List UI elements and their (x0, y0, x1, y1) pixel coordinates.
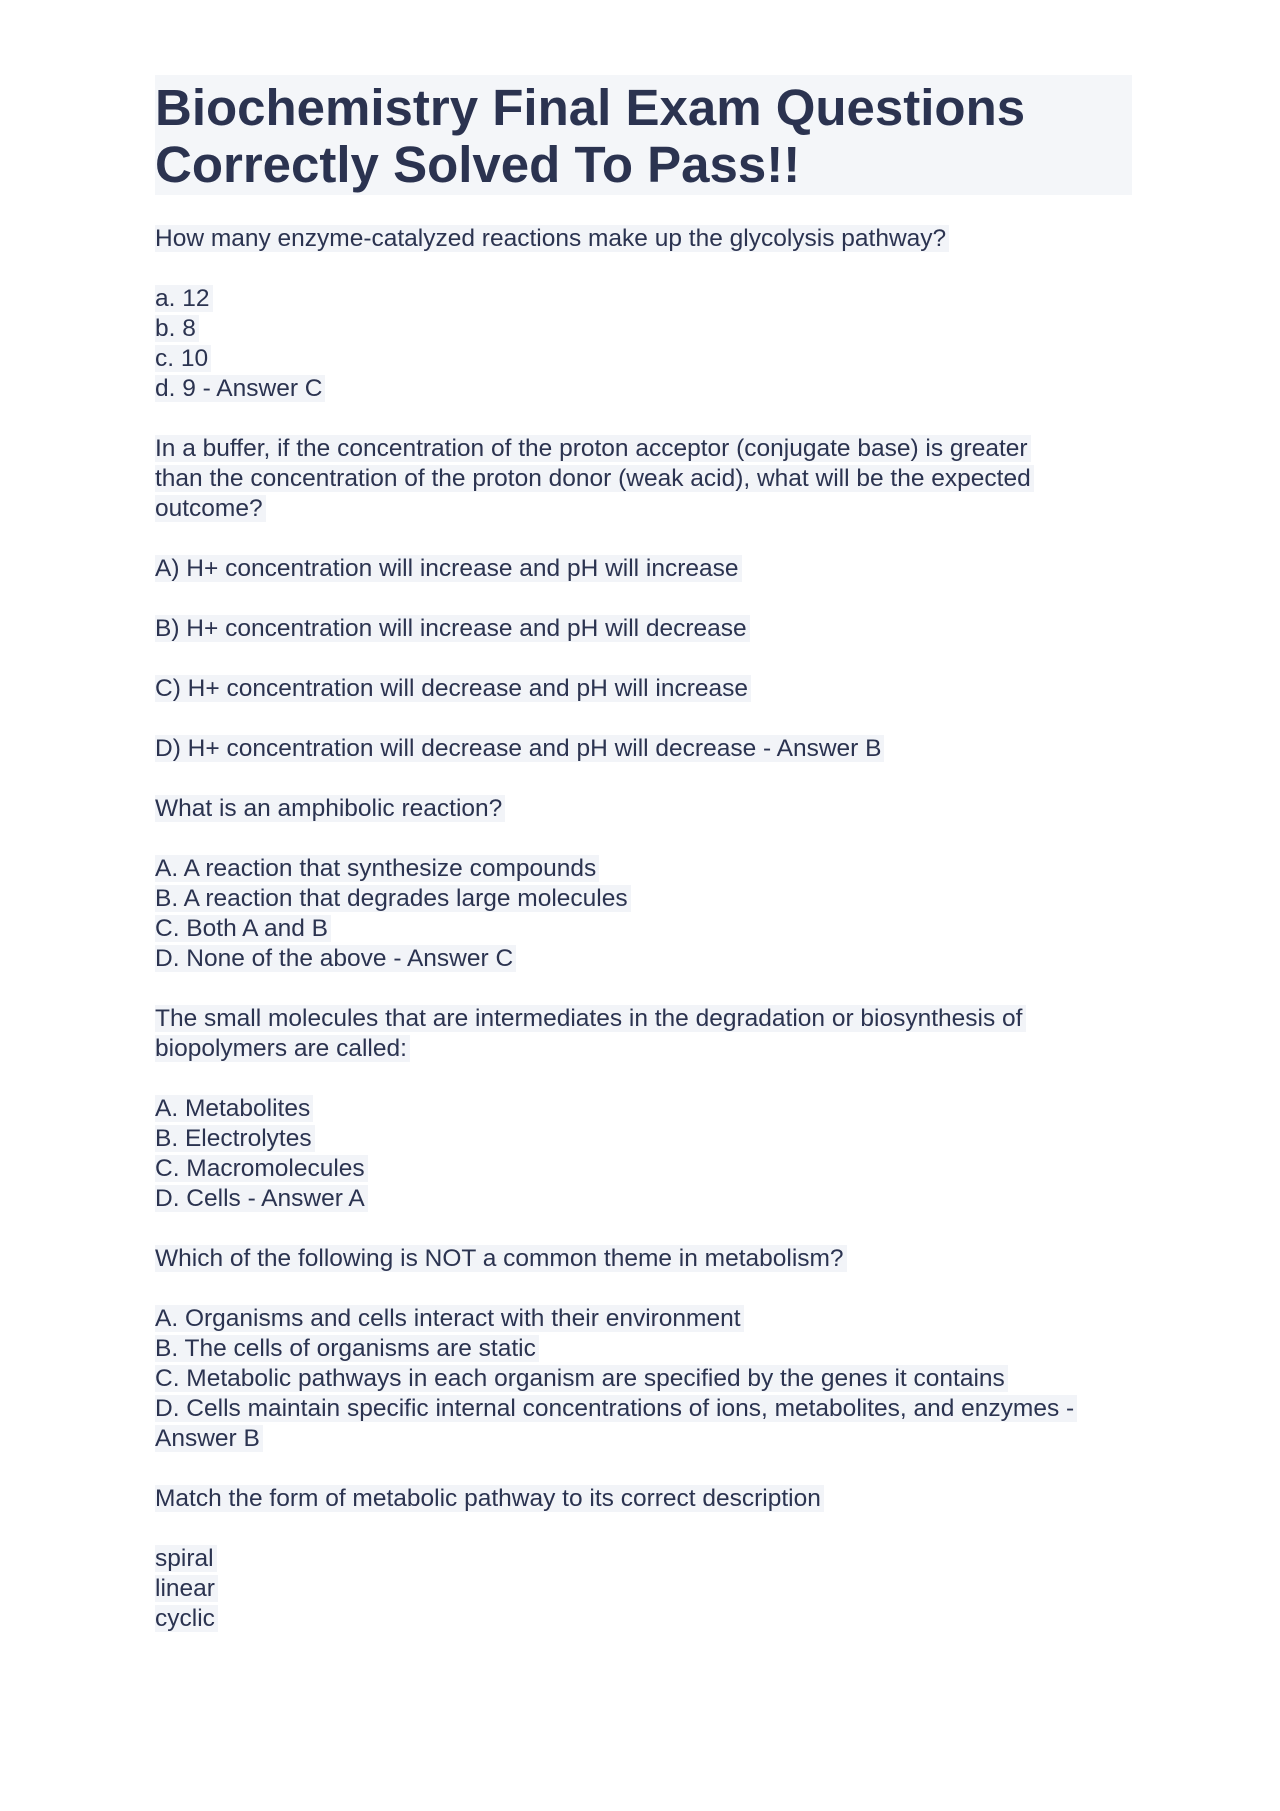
text-line (155, 944, 1135, 974)
paragraph-gap (155, 1274, 1135, 1304)
paragraph-gap (155, 1454, 1135, 1484)
text-line-content: A) H+ concentration will increase and pH will increase (155, 555, 742, 582)
text-line-content: A. Metabolites (155, 1095, 313, 1122)
text-line-content: B) H+ concentration will increase and pH will decrease (155, 615, 750, 642)
paragraph-gap (155, 524, 1135, 554)
text-line (155, 434, 1135, 464)
paragraph-gap (155, 404, 1135, 434)
text-line-content: D. None of the above - Answer C (155, 945, 516, 972)
document-title-line-2: Correctly Solved To Pass!! (155, 136, 801, 193)
text-line-content: C) H+ concentration will decrease and pH will increase (155, 675, 751, 702)
text-line-content: What is an amphibolic reaction? (155, 795, 505, 822)
text-line-content: C. Metabolic pathways in each organism are specified by the genes it contains (155, 1365, 1008, 1392)
text-line (155, 854, 1135, 884)
text-line-content: outcome? (155, 495, 266, 522)
paragraph-gap (155, 254, 1135, 284)
paragraph-gap (155, 764, 1135, 794)
paragraph-gap (155, 1064, 1135, 1094)
text-line-content: B. The cells of organisms are static (155, 1335, 539, 1362)
text-line (155, 1184, 1135, 1214)
text-line (155, 614, 1135, 644)
text-line-content: C. Both A and B (155, 915, 331, 942)
text-line (155, 914, 1135, 944)
text-line (155, 284, 1135, 314)
text-line (155, 1544, 1135, 1574)
text-line (155, 1334, 1135, 1364)
text-line-content: The small molecules that are intermediates in the degradation or biosynthesis of (155, 1005, 1026, 1032)
text-line-content: How many enzyme-catalyzed reactions make up the glycolysis pathway? (155, 225, 949, 252)
text-line (155, 1034, 1135, 1064)
text-line-content: a. 12 (155, 285, 213, 312)
text-line (155, 1124, 1135, 1154)
text-line-content: Answer B (155, 1425, 263, 1452)
text-line (155, 1154, 1135, 1184)
text-line (155, 1484, 1135, 1514)
document-title-line-1: Biochemistry Final Exam Questions (155, 79, 1026, 136)
text-line-content: spiral (155, 1545, 217, 1572)
text-line (155, 1364, 1135, 1394)
text-line-content: d. 9 - Answer C (155, 375, 325, 402)
paragraph-gap (155, 824, 1135, 854)
text-line-content: than the concentration of the proton donor (weak acid), what will be the expected (155, 465, 1034, 492)
document-body (155, 224, 1135, 1634)
text-line (155, 374, 1135, 404)
text-line-content: b. 8 (155, 315, 199, 342)
text-line (155, 1094, 1135, 1124)
text-line-content: C. Macromolecules (155, 1155, 368, 1182)
text-line (155, 884, 1135, 914)
text-line-content: Match the form of metabolic pathway to its correct description (155, 1485, 824, 1512)
paragraph-gap (155, 584, 1135, 614)
text-line-content: D. Cells - Answer A (155, 1185, 368, 1212)
paragraph-gap (155, 1214, 1135, 1244)
text-line (155, 1604, 1135, 1634)
text-line (155, 224, 1135, 254)
text-line-content: c. 10 (155, 345, 211, 372)
text-line (155, 494, 1135, 524)
text-line (155, 1574, 1135, 1604)
text-line (155, 1304, 1135, 1334)
text-line (155, 554, 1135, 584)
text-line (155, 674, 1135, 704)
text-line (155, 314, 1135, 344)
text-line-content: B. Electrolytes (155, 1125, 315, 1152)
text-line-content: D. Cells maintain specific internal concentrations of ions, metabolites, and enzymes - (155, 1395, 1077, 1422)
text-line (155, 734, 1135, 764)
text-line-content: Which of the following is NOT a common theme in metabolism? (155, 1245, 847, 1272)
text-line (155, 464, 1135, 494)
text-line (155, 1004, 1135, 1034)
text-line (155, 1424, 1135, 1454)
text-line (155, 1244, 1135, 1274)
text-line (155, 1394, 1135, 1424)
text-line (155, 794, 1135, 824)
text-line-content: A. Organisms and cells interact with their environment (155, 1305, 744, 1332)
text-line-content: linear (155, 1575, 218, 1602)
paragraph-gap (155, 704, 1135, 734)
text-line (155, 344, 1135, 374)
text-line-content: A. A reaction that synthesize compounds (155, 855, 599, 882)
text-line-content: In a buffer, if the concentration of the proton acceptor (conjugate base) is greater (155, 435, 1031, 462)
text-line-content: D) H+ concentration will decrease and pH will decrease - Answer B (155, 735, 884, 762)
text-line-content: biopolymers are called: (155, 1035, 410, 1062)
paragraph-gap (155, 644, 1135, 674)
text-line-content: B. A reaction that degrades large molecules (155, 885, 631, 912)
text-line-content: cyclic (155, 1605, 218, 1632)
paragraph-gap (155, 974, 1135, 1004)
paragraph-gap (155, 1514, 1135, 1544)
